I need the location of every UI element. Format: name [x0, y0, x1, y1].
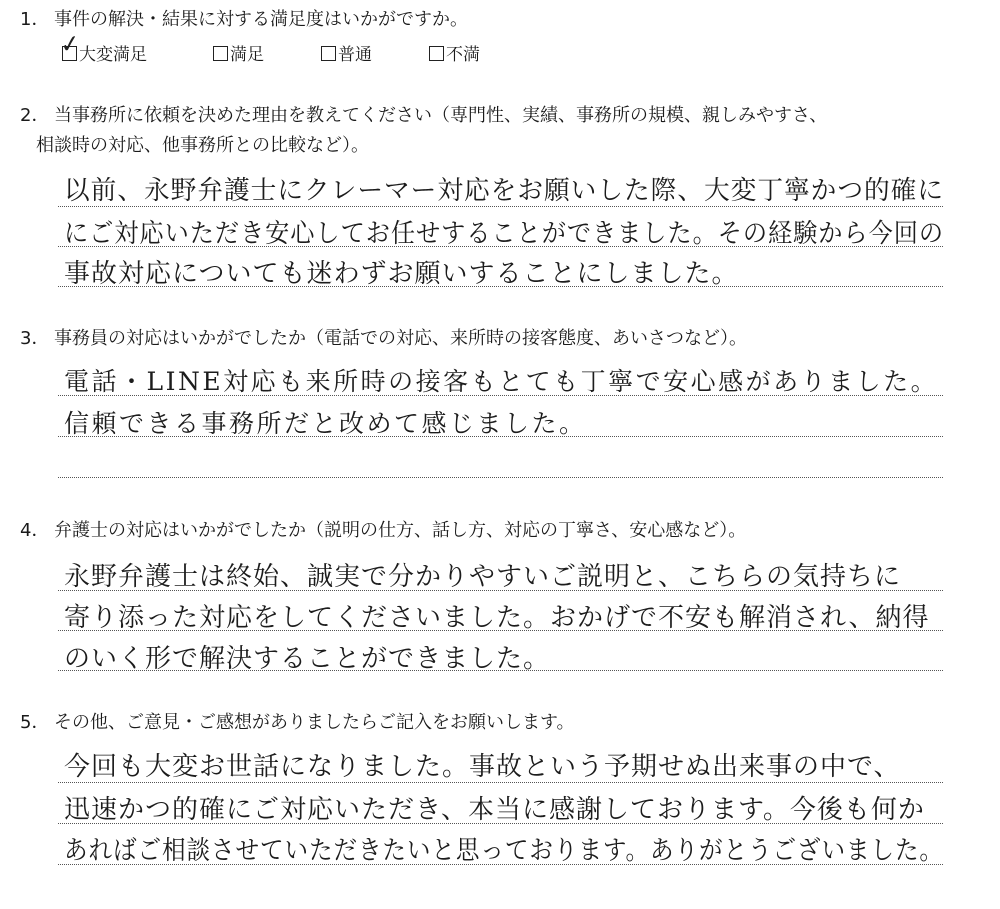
question-text: その他、ご意見・ご感想がありましたらご記入をお願いします。 — [54, 712, 575, 733]
question-1 — [20, 8, 468, 32]
question-number: 3． — [20, 328, 50, 349]
option-very-satisfied[interactable] — [58, 28, 147, 65]
question-number: 2． — [20, 105, 50, 126]
handwritten-answer-line: 電話・LINE対応も来所時の接客もとても丁寧で安心感がありました。 — [64, 367, 939, 396]
question-4 — [20, 519, 746, 543]
option-normal[interactable] — [321, 40, 372, 65]
handwritten-answer-line: 永野弁護士は終始、誠実で分かりやすいご説明と、こちらの気持ちに — [64, 562, 902, 592]
dotted-answer-line — [58, 823, 943, 824]
handwritten-answer-line: にご対応いただき安心してお任せすることができました。その経験から今回の — [64, 219, 945, 249]
dotted-answer-line — [58, 477, 943, 478]
checkbox[interactable] — [429, 46, 444, 61]
handwritten-answer-line: 迅速かつ的確にご対応いただき、本当に感謝しております。今後も何か — [64, 795, 925, 825]
option-satisfied[interactable] — [213, 40, 264, 65]
question-3 — [20, 327, 747, 351]
handwritten-answer-line: 事故対応についても迷わずお願いすることにしました。 — [64, 259, 739, 289]
option-label: 満足 — [230, 45, 264, 65]
handwritten-answer-line: 寄り添った対応をしてくださいました。おかげで不安も解消され、納得 — [64, 603, 930, 633]
dotted-answer-line — [58, 206, 943, 207]
handwritten-answer-line: のいく形で解決することができました。 — [64, 644, 551, 674]
checkbox-checked[interactable] — [58, 28, 82, 61]
option-label: 大変満足 — [79, 45, 147, 65]
question-2-continued — [36, 134, 369, 158]
question-text: 事件の解決・結果に対する満足度はいかがですか。 — [54, 9, 468, 30]
question-2 — [20, 104, 827, 128]
checkbox[interactable] — [321, 46, 336, 61]
question-text: 相談時の対応、他事務所との比較など）。 — [36, 135, 369, 156]
dotted-answer-line — [58, 436, 943, 437]
dotted-answer-line — [58, 670, 943, 671]
option-label: 不満 — [446, 45, 480, 65]
option-label: 普通 — [338, 45, 372, 65]
option-dissatisfied[interactable] — [429, 40, 480, 65]
handwritten-answer-line: 以前、永野弁護士にクレーマー対応をお願いした際、大変丁寧かつ的確に — [64, 176, 945, 206]
dotted-answer-line — [58, 286, 943, 287]
handwritten-answer-line: 今回も大変お世話になりました。事故という予期せぬ出来事の中で、 — [64, 752, 901, 782]
dotted-answer-line — [58, 864, 943, 865]
question-5 — [20, 711, 575, 735]
dotted-answer-line — [58, 590, 943, 591]
handwritten-answer-line: 信頼できる事務所だと改めて感じました。 — [64, 409, 587, 438]
question-number: 1． — [20, 9, 50, 30]
question-text: 事務員の対応はいかがでしたか（電話での対応、来所時の接客態度、あいさつなど）。 — [54, 328, 747, 349]
checkbox[interactable] — [213, 46, 228, 61]
checkmark-icon: ✓ — [58, 28, 82, 60]
dotted-answer-line — [58, 630, 943, 631]
dotted-answer-line — [58, 782, 943, 783]
dotted-answer-line — [58, 395, 943, 396]
question-number: 4． — [20, 520, 50, 541]
dotted-answer-line — [58, 246, 943, 247]
question-text: 当事務所に依頼を決めた理由を教えてください（専門性、実績、事務所の規模、親しみやすさ、 — [54, 105, 828, 126]
question-text: 弁護士の対応はいかがでしたか（説明の仕方、話し方、対応の丁寧さ、安心感など）。 — [54, 520, 747, 541]
question-number: 5． — [20, 712, 50, 733]
handwritten-answer-line: あればご相談させていただきたいと思っております。ありがとうございました。 — [64, 836, 944, 866]
